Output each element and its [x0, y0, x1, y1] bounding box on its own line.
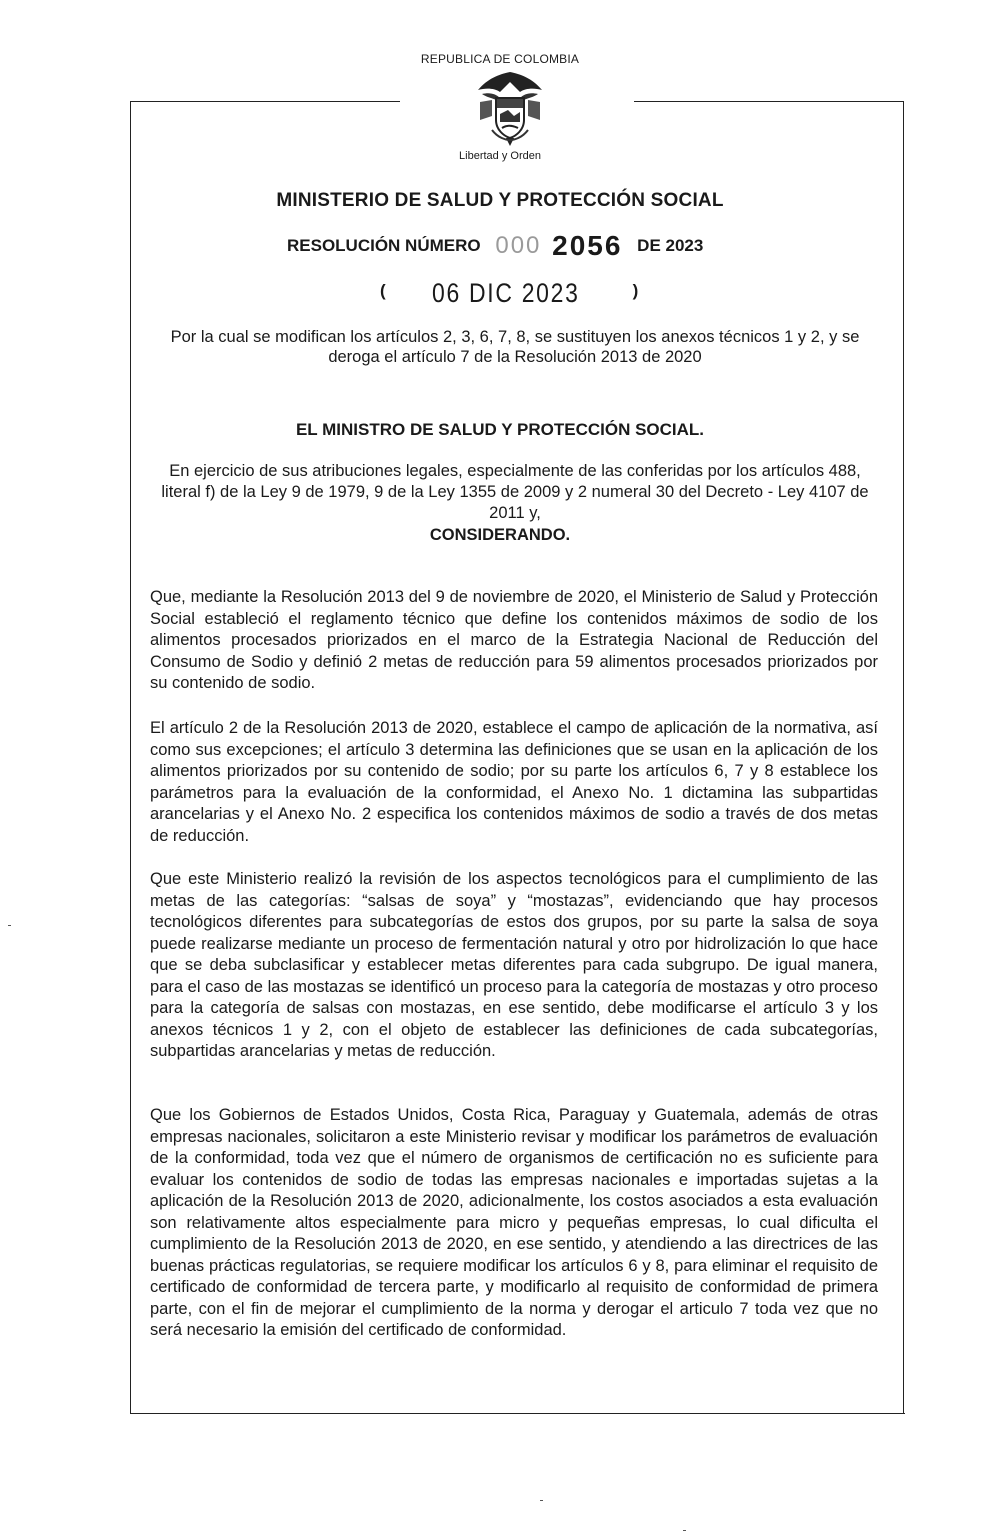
resolution-year: DE 2023	[637, 236, 704, 255]
paragraph-4: Que los Gobiernos de Estados Unidos, Costa Rica, Paraguay y Guatemala, además de otras empresas nacionales, solicitaron a este Ministerio revisar y modificar los parámetros de evaluación de la conformidad, toda vez que el número de organismos de certificación no es suficiente para evaluar los contenidos de sodio de todas las empresas nacionales e importadas sujetas a la aplicación de la Resolución 2013 de 2020, adicionalmente, los costos asociados a esta evaluación son relativamente altos especialmente para micro y pequeñas empresas, lo cual dificulta el cumplimiento de la Resolución 2013 de 2020, en ese sentido, y atendiendo a las directrices de las buenas prácticas regulatorias, se requiere modificar los artículos 6 y 8, para eliminar el requisito de certificado de conformidad de tercera parte, y modificarlo al requisito de conformidad de primera parte, con el fin de mejorar el cumplimiento de la norma y derogar el articulo 7 toda vez que no será necesario la emisión del certificado de conformidad.	[150, 1106, 878, 1339]
resolution-label: RESOLUCIÓN NÚMERO	[287, 236, 481, 255]
preamble: En ejercicio de sus atribuciones legales, especialmente de las conferidas por los artículos 488, literal f) de la Ley 9 de 1979, 9 de la Ley 1355 de 2009 y 2 numeral 30 del Decreto - Ley 4107 de 2011 y,	[161, 462, 869, 522]
paragraph-3: Que este Ministerio realizó la revisión de los aspectos tecnológicos para el cumplimiento de las metas de las categorías: “salsas de soya” y “mostazas”, evidenciando que hay procesos tecnológicos diferentes para subcategorías de estos dos grupos, por su parte la salsa de soya puede realizarse mediante un proceso de fermentación natural y otro por hidrolización lo que hace que se deba subclasificar y establecer metas diferentes para cada subgrupo. De igual manera, para el caso de las mostazas se identificó un proceso para la categoría de mostazas y otro proceso para la categoría de salsas con mostazas, en ese sentido, debe modificarse el artículo 3 y los anexos técnicos 1 y 2, con el objeto de establecer las definiciones de cada subcategorías, subpartidas arancelarias y metas de reducción.	[150, 870, 878, 1060]
resolution-date-line	[380, 278, 640, 309]
resolution-stamp-prefix: 000	[495, 232, 542, 259]
frame-right-line	[903, 101, 904, 1413]
coat-of-arms-icon	[470, 70, 550, 148]
resolution-subject: Por la cual se modifican los artículos 2, 3, 6, 7, 8, se sustituyen los anexos técnicos 1 y 2, y se deroga el artículo 7 de la Resolución 2013 de 2020	[170, 328, 860, 366]
scan-speck	[8, 925, 11, 926]
open-paren: (	[380, 281, 386, 300]
paragraph-1: Que, mediante la Resolución 2013 del 9 de noviembre de 2020, el Ministerio de Salud y Protección Social estableció el reglamento técnico que define los contenidos máximos de sodio de los alimentos procesados priorizados en el marco de la Estrategia Nacional de Reducción del Consumo de Sodio y definió 2 metas de reducción para 59 alimentos procesados priorizados por su contenido de sodio.	[150, 588, 878, 692]
resolution-date: 06 DIC 2023	[432, 278, 580, 308]
frame-top-right-line	[634, 101, 904, 102]
frame-bottom-line	[130, 1413, 905, 1414]
frame-top-left-line	[130, 101, 400, 102]
considering-heading: CONSIDERANDO.	[429, 526, 571, 544]
country-header: REPUBLICA DE COLOMBIA	[420, 52, 580, 66]
frame-left-line	[130, 101, 131, 1413]
resolution-number: 2056	[552, 230, 623, 261]
motto: Libertad y Orden	[459, 150, 541, 162]
resolution-number-line	[287, 230, 767, 262]
scan-speck	[540, 1500, 543, 1501]
paragraph-2: El artículo 2 de la Resolución 2013 de 2020, establece el campo de aplicación de la normativa, así como sus excepciones; el artículo 3 determina las definiciones que se usan en la aplicación de los alimentos priorizados por su contenido de sodio; por su parte los artículos 6, 7 y 8 establece los parámetros para la evaluación de la conformidad, el Anexo No. 1 dictamina las subpartidas arancelarias y el Anexo No. 2 especifica los contenidos máximos de sodio a través de dos metas de reducción.	[150, 719, 878, 845]
scan-speck	[683, 1530, 686, 1531]
minister-title: EL MINISTRO DE SALUD Y PROTECCIÓN SOCIAL.	[295, 420, 705, 439]
ministry-title: MINISTERIO DE SALUD Y PROTECCIÓN SOCIAL	[276, 190, 724, 211]
close-paren: )	[632, 281, 639, 300]
